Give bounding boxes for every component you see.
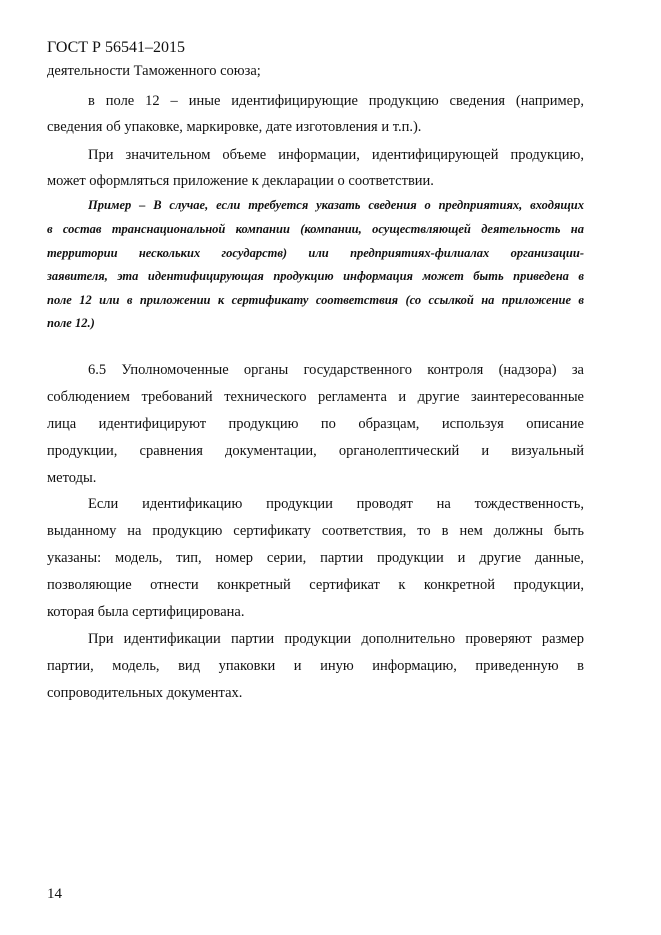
page-number: 14: [47, 886, 62, 902]
example-line: заявителя, эта идентифицирующая продукцию информация может быть приведена в: [47, 269, 584, 283]
example-line: Пример – В случае, если требуется указать сведения о предприятиях, входящих: [88, 198, 584, 212]
example-line: территории нескольких государств) или предприятиях-филиалах организации-: [47, 246, 584, 260]
text-line: лица идентифицируют продукцию по образцам, используя описание: [47, 416, 584, 432]
text-line: При идентификации партии продукции дополнительно проверяют размер: [88, 631, 584, 647]
text-line: методы.: [47, 470, 97, 486]
text-line: сведения об упаковке, маркировке, дате изготовления и т.п.).: [47, 119, 422, 135]
text-line: деятельности Таможенного союза;: [47, 63, 261, 79]
text-line: которая была сертифицирована.: [47, 604, 245, 620]
text-line: продукции, сравнения документации, органолептический и визуальный: [47, 443, 584, 459]
example-line: в состав транснациональной компании (компании, осуществляющей деятельность на: [47, 222, 584, 236]
text-line: При значительном объеме информации, идентифицирующей продукцию,: [88, 147, 584, 163]
page-header: ГОСТ Р 56541–2015: [47, 39, 185, 56]
text-line: партии, модель, вид упаковки и иную информацию, приведенную в: [47, 658, 584, 674]
text-line: 6.5 Уполномоченные органы государственного контроля (надзора) за: [88, 362, 584, 378]
text-line: сопроводительных документах.: [47, 685, 243, 701]
text-line: соблюдением требований технического регламента и другие заинтересованные: [47, 389, 584, 405]
text-line: позволяющие отнести конкретный сертификат к конкретной продукции,: [47, 577, 584, 593]
text-line: выданному на продукцию сертификату соответствия, то в нем должны быть: [47, 523, 584, 539]
example-line: поле 12.): [47, 316, 95, 330]
text-line: в поле 12 – иные идентифицирующие продукцию сведения (например,: [88, 93, 584, 109]
example-line: поле 12 или в приложении к сертификату соответствия (со ссылкой на приложение в: [47, 293, 584, 307]
text-line: может оформляться приложение к декларации о соответствии.: [47, 173, 434, 189]
text-line: Если идентификацию продукции проводят на тождественность,: [88, 496, 584, 512]
text-line: указаны: модель, тип, номер серии, партии продукции и другие данные,: [47, 550, 584, 566]
